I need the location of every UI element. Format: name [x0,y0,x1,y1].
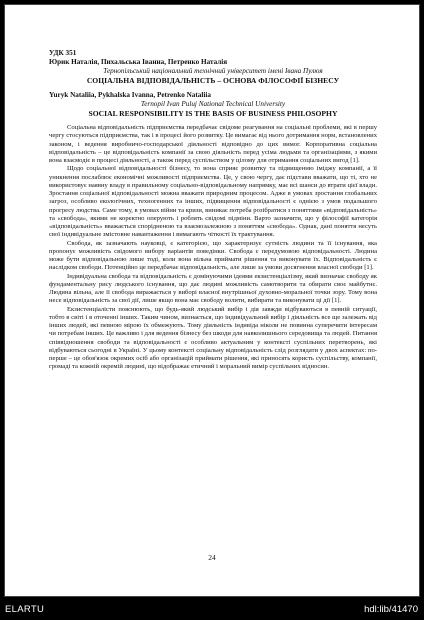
scan-footer [0,600,424,620]
paragraph: Індивідуальна свобода та відповідальність є домінуючими ідеями екзистенціалізму, який визначає свободу як фундаментальну рису людського існування, що дає людині можливість самотворити та обирати своє майбутнє. Людина вільна, але її свобода виражається у виборі власної внутрішньої духовно-моральної точки зору. Тому вона несе відповідальність за свої дії, лише якщо вона має свободу волити, вибирати та виконувати ці дії [1]. [49,272,377,305]
affiliation-english: Ternopil Ivan Puluj National Technical University [140,100,286,108]
paragraph: Екзистенціалісти пояснюють, що будь-який людський вибір і дія завжди відбуваються в певній ситуації, тобто в світі і в оточенні інших. Таким чином, визнається, що індивідуальний вибір і діяльність все ще залежать від інших людей, які певною мірою їх обмежують. Тому діяльність індивіда ніколи не повинна суперечити інтересам чи потребам інших. Це важливо і для ведення бізнесу без шкоди для навколишнього середовища та людей. Питання співвідношення свободи та відповідальності є особливо актуальним у контексті суспільних перетворень, які відбуваються сьогодні в Україні. У цьому контексті соціальну відповідальність слід розглядати у двох аспектах: по-перше – це обов'язок окремих осіб або організацій приймати рішення, які приносять користь суспільству, компанії, громаді та кожній окремій людині, що відображає етичний і моральний вимір суспільних відносин. [49,305,377,371]
document-body [49,49,377,372]
page-number: 24 [208,553,216,562]
handle-label: hdl:lib/41470 [364,604,418,615]
title-ukrainian: СОЦІАЛЬНА ВІДПОВІДАЛЬНІСТЬ – ОСНОВА ФІЛОСОФІЇ БІЗНЕСУ [86,76,340,85]
document-page [4,4,420,597]
paragraph: Соціальна відповідальність підприємства передбачає свідоме реагування на соціальні проблеми, які в першу чергу стосуються підприємства, так і в процесі його розвитку. Це вимагає від нього дотримання норм, встановлених законом, і ведення виробничо-господарської діяльності відповідно до цих вимог. Корпоративна соціальна відповідальність – це відповідальність компанії за свою діяльність перед усіма людьми та організаціями, з якими вона взаємодіє в процесі діяльності, а також перед суспільством у цілому для отримання соціальних вигод [1]. [49,124,377,164]
paragraph: Щодо соціальної відповідальності бізнесу, то вона сприяє розвитку та підвищенню іміджу компанії, а її уникнення послаблює економічні можливості підприємства. Це, у свою чергу, дає підстави вважати, що ті, хто не використовує наявну владу в правильному соціально-відповідальному напрямку, має всі шанси до втрати цієї влади. Зростання соціальної відповідальності можна вважати природним процесом. Адже в умовах зростання глобальних загроз, особливо екологічних, техногенних та інших, підвищення відповідальності є однією з умов подальшого прогресу людства. Саме тому, в умовах війни та кризи, виникає потреба розібратися з поняттями «відповідальність» та «свобода», якими не коректно оперують і роблять свідомі підміни. Варто зазначити, що у філософії категорія «відповідальність» вважається спорідненою та взаємозалежною з поняттям «свобода». Однак, дані поняття несуть свої індивідуальне змістовне навантаження і вимагають чіткості їх трактування. [49,165,377,239]
affiliation-ukrainian: Тернопільський національний технічний університет імені Івана Пулюя [103,67,323,75]
paragraph: Свобода, як зазначають науковці, є категорією, що характеризує сутність людини та її існування, яка пропонує можливість свідомого вибору варіантів поведінки. Свобода є передумовою відповідальності. Людина може бути відповідальною лише тоді, коли вона вільна приймати рішення та виконувати їх. Відповідальність є наслідком свободи. Потенційно це передбачає відповідальність, але лише за умови досягнення власної свободи [1]. [49,239,377,272]
udk-code: УДК 351 [49,49,77,57]
title-english: SOCIAL RESPONSIBILITY IS THE BASIS OF BUSINESS PHILOSOPHY [88,109,338,118]
authors-ukrainian: Юрик Наталія, Пихальська Іванна, Петренко Наталія [49,58,228,66]
repository-label: ELARTU [5,604,45,615]
authors-english: Yuryk Nataliia, Pykhalska Ivanna, Petrenko Nataliia [49,91,211,99]
